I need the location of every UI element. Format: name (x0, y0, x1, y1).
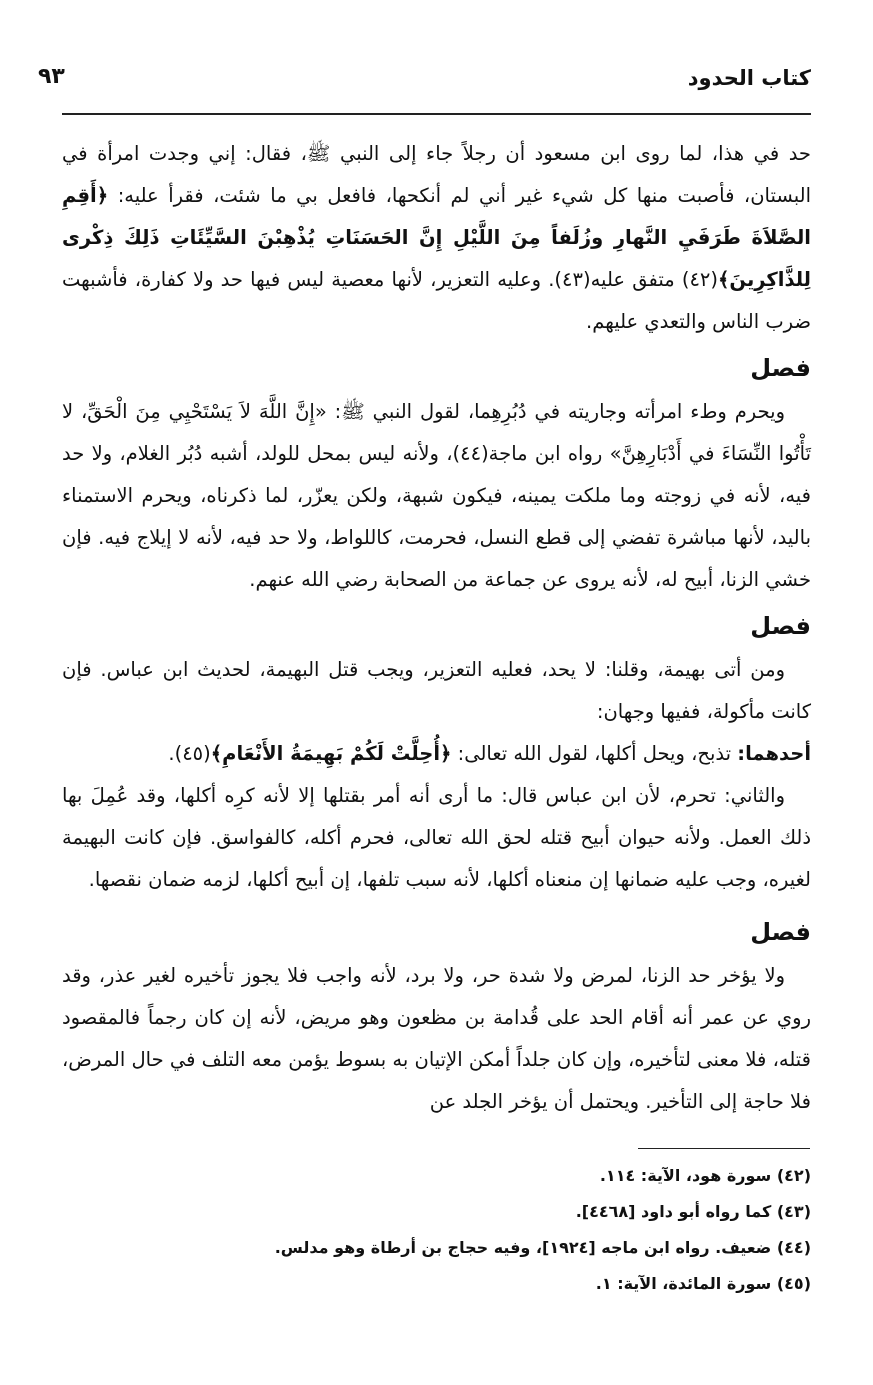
footnote-43: (٤٣) كما رواه أبو داود [٤٤٦٨]. (575, 1202, 811, 1221)
main-text (62, 133, 811, 1123)
paragraph-2: ويحرم وطء امرأته وجاريته في دُبُرِهِما، لقول النبي ﷺ: «إِنَّ اللَّهَ لاَ يَسْتَحْيِي مِنَ الْحَقِّ، لا تَأْتُوا النِّسَاءَ في أَدْبَارِهِنَّ» رواه ابن ماجة(٤٤)، ولأنه ليس بمحل للولد، أشبه دُبُر الغلام، ولا حد فيه، لأنه في زوجته وما ملكت يمينه، فيكون شبهة، ولكن يعزّر، لما ذكرناه، ويحرم الاستمناء باليد، لأنها مباشرة تفضي إلى قطع النسل، فحرمت، كاللواط، ولا حد فيه، لأنه لا إيلاج فيه. فإن خشي الزنا، أبيح له، لأنه يروى عن جماعة من الصحابة رضي الله عنهم. (62, 400, 811, 591)
first-opinion-label: أحدهما: (737, 742, 811, 765)
footnote-45: (٤٥) سورة المائدة، الآية: ١. (595, 1274, 811, 1293)
running-header-title: كتاب الحدود (687, 66, 811, 90)
footnote-rule (638, 1148, 810, 1149)
paragraph-1 (62, 133, 811, 343)
footnote-42: (٤٢) سورة هود، الآية: ١١٤. (599, 1166, 811, 1185)
section-heading-3: فصل (750, 918, 811, 946)
quran-verse-hud: ﴿أَقِمِ الصَّلاَةَ طَرَفَيِ النَّهارِ وزُلَفاً مِنَ اللَّيْلِ إِنَّ الحَسَنَاتِ يُذْهِبْنَ السَّيِّئَاتِ ذَلِكَ ذِكْرى لِلذَّاكِرِينَ﴾ (62, 184, 811, 291)
footnotes (62, 1158, 811, 1302)
paragraph-3: ومن أتى بهيمة، وقلنا: لا يحد، فعليه التعزير، ويجب قتل البهيمة، لحديث ابن عباس. فإن كانت مأكولة، ففيها وجهان: (62, 658, 811, 723)
footnote-ref-45: (٤٥). (168, 742, 211, 765)
first-opinion-text: تذبح، ويحل أكلها، لقول الله تعالى: (457, 742, 732, 765)
footnote-44: (٤٤) ضعيف. رواه ابن ماجه [١٩٢٤]، وفيه حجاج بن أرطاة وهو مدلس. (274, 1238, 811, 1257)
paragraph-5: والثاني: تحرم، لأن ابن عباس قال: ما أرى أنه أمر بقتلها إلا لأنه كرِه أكلها، وقد عُمِلَ بها ذلك العمل. ولأنه حيوان أبيح قتله لحق الله تعالى، فحرم أكله، كالفواسق. فإن كانت البهيمة لغيره، وجب عليه ضمانها إن منعناه أكلها، لأنه سبب تلفها، إن أبيح أكلها، لزمه ضمان نقصها. (62, 784, 811, 891)
section-heading-2: فصل (750, 612, 811, 640)
paragraph-6: ولا يؤخر حد الزنا، لمرض ولا شدة حر، ولا برد، لأنه واجب فلا يجوز تأخيره لغير عذر، وقد روي عن عمر أنه أقام الحد على قُدامة بن مظعون وهو مريض، لأنه إن كان رجماً فالمقصود قتله، فلا معنى لتأخيره، وإن كان جلداً أمكن الإتيان به بسوط يؤمن معه التلف في حال المرض، فلا حاجة إلى التأخير. ويحتمل أن يؤخر الجلد عن (62, 964, 811, 1113)
header-rule (62, 113, 811, 115)
quran-verse-maidah: ﴿أُحِلَّتْ لَكُمْ بَهِيمَةُ الأَنْعَامِ﴾ (210, 742, 452, 765)
paragraph-4 (62, 733, 811, 775)
page-number: ٩٣ (38, 64, 65, 89)
paragraph-1-text: حد في هذا، لما روى ابن مسعود أن رجلاً جاء إلى النبي ﷺ، فقال: إني وجدت امرأة في البستان، فأصبت منها كل شيء غير أني لم أنكحها، فافعل بي ما شئت، فقرأ عليه: (62, 142, 811, 207)
paragraph-1-rest: (٤٢) متفق عليه(٤٣). وعليه التعزير، لأنها معصية ليس فيها حد ولا كفارة، فأشبهت ضرب الناس والتعدي عليهم. (62, 268, 811, 333)
section-heading-1: فصل (750, 354, 811, 382)
